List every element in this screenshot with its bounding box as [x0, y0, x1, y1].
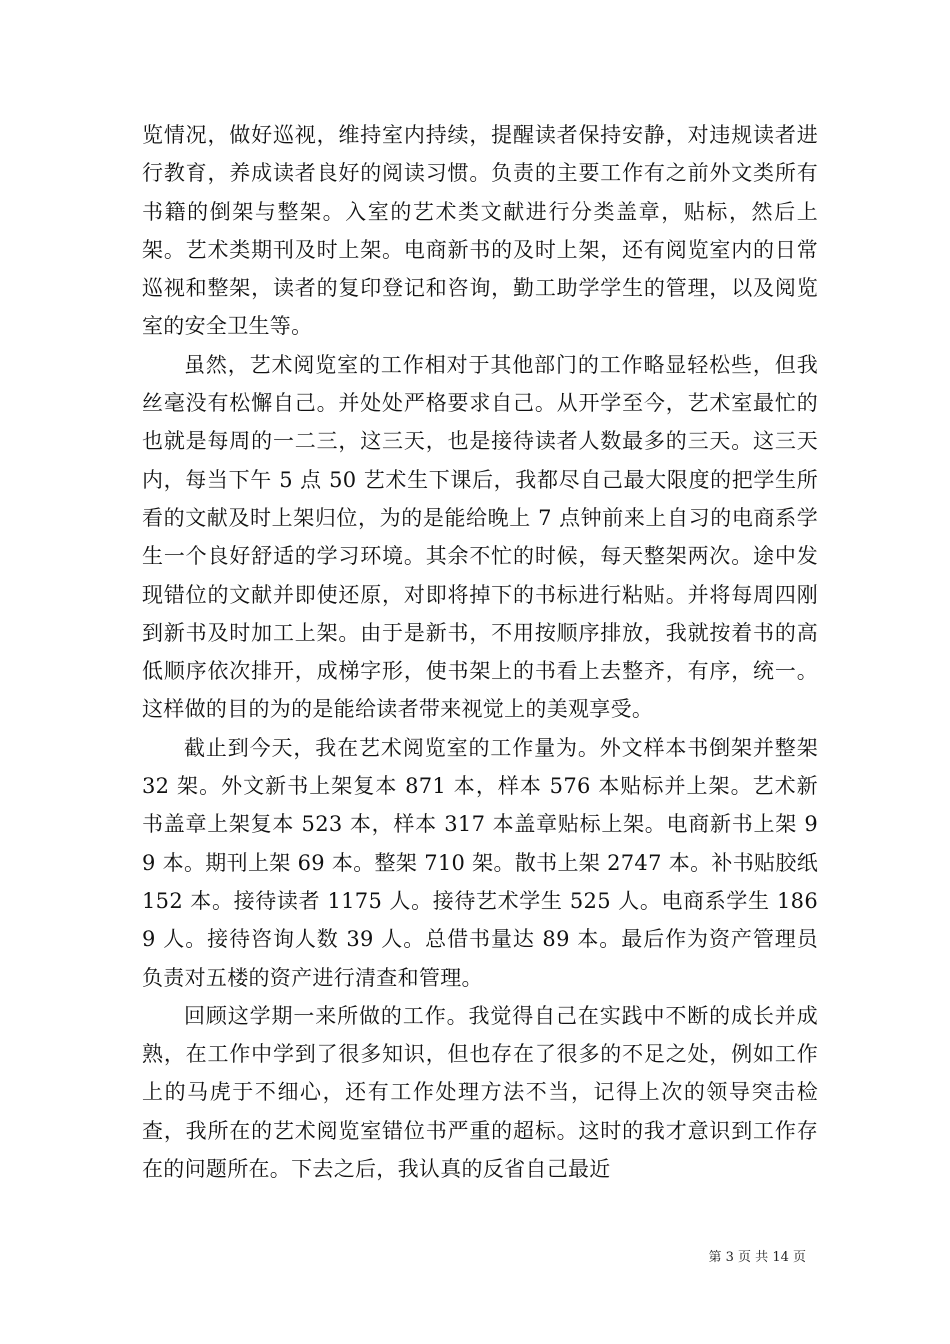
- paragraph-4: 回顾这学期一来所做的工作。我觉得自己在实践中不断的成长并成熟，在工作中学到了很多知识，但也存在了很多的不足之处，例如工作上的马虎于不细心，还有工作处理方法不当，记得上次的领导突击检查，我所在的艺术阅览室错位书严重的超标。这时的我才意识到工作存在的问题所在。下去之后，我认真的反省自己最近: [142, 1003, 818, 1182]
- paragraph-1: 览情况，做好巡视，维持室内持续，提醒读者保持安静，对违规读者进行教育，养成读者良好的阅读习惯。负责的主要工作有之前外文类所有书籍的倒架与整架。入室的艺术类文献进行分类盖章，贴标，然后上架。艺术类期刊及时上架。电商新书的及时上架，还有阅览室内的日常巡视和整架，读者的复印登记和咨询，勤工助学学生的管理，以及阅览室的安全卫生等。: [142, 123, 818, 339]
- page-number-footer: 第 3 页 共 14 页: [708, 1250, 806, 1265]
- paragraph-2: 虽然，艺术阅览室的工作相对于其他部门的工作略显轻松些，但我丝毫没有松懈自己。并处处严格要求自己。从开学至今，艺术室最忙的也就是每周的一二三，这三天，也是接待读者人数最多的三天。这三天内，每当下午 5 点 50 艺术生下课后，我都尽自己最大限度的把学生所看的文献及时上架归位，为的是能给晚上 7 点钟前来上自习的电商系学生一个良好舒适的学习环境。其余不忙的时候，每天整架两次。途中发现错位的文献并即使还原，对即将掉下的书标进行粘贴。并将每周四刚到新书及时加工上架。由于是新书，不用按顺序排放，我就按着书的高低顺序依次排开，成梯字形，使书架上的书看上去整齐，有序，统一。这样做的目的为的是能给读者带来视觉上的美观享受。: [142, 352, 818, 722]
- paragraph-3: 截止到今天，我在艺术阅览室的工作量为。外文样本书倒架并整架 32 架。外文新书上架复本 871 本，样本 576 本贴标并上架。艺术新书盖章上架复本 523 本，样本 317 本盖章贴标上架。电商新书上架 99 本。期刊上架 69 本。整架 710 架。散书上架 2747 本。补书贴胶纸 152 本。接待读者 1175 人。接待艺术学生 525 人。电商系学生 1869 人。接待咨询人数 39 人。总借书量达 89 本。最后作为资产管理员负责对五楼的资产进行清查和管理。: [142, 735, 818, 990]
- body-text: [142, 116, 818, 1188]
